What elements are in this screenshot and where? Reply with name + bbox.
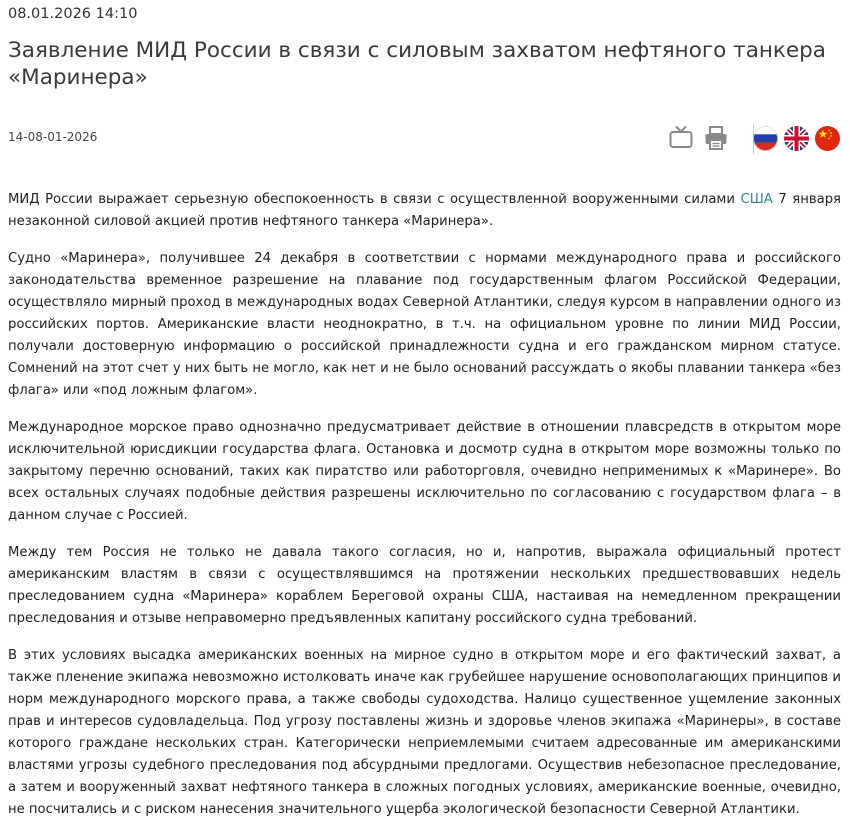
ru-flag-icon[interactable] [753, 126, 778, 151]
tv-icon[interactable] [668, 125, 694, 151]
article-paragraph: Между тем Россия не только не давала такого согласия, но и, напротив, выражала официальный протест американским властям в связи с осуществлявшимся на протяжении нескольких предшествовавших недель преследованием судна «Маринера» кораблем Береговой охраны США, настаивая на немедленном прекращении преследования и отзыве неправомерно предъявленных капитану российского судна требований. [8, 545, 841, 626]
usa-link[interactable]: США [740, 192, 773, 207]
document-number: 14-08-01-2026 [8, 130, 98, 144]
cn-flag-icon[interactable] [815, 126, 840, 151]
publish-datetime: 08.01.2026 14:10 [8, 6, 138, 22]
article-paragraph [8, 189, 841, 233]
print-icon[interactable] [703, 125, 729, 151]
article-body [8, 189, 841, 836]
article-toolbar [668, 124, 846, 154]
article-paragraph: Судно «Маринера», получившее 24 декабря в соответствии с нормами международного права и российского законодательства временное разрешение на плавание под государственным флагом Российской Федерации, осуществляло мирный проход в международных водах Северной Атлантики, следуя курсом в направлении одного из российских портов. Американские власти неоднократно, в т.ч. на официальном уровне по линии МИД России, получали достоверную информацию о российской принадлежности судна и его гражданском мирном статусе. Сомнений на этот счет у них быть не могло, как нет и не было оснований рассуждать о якобы плавании танкера «без флага» или «под ложным флагом». [8, 251, 841, 398]
paragraph-text: МИД России выражает серьезную обеспокоенность в связи с осуществленной вооруженными силами [8, 192, 741, 207]
article-paragraph: Международное морское право однозначно предусматривает действие в отношении плавсредств в открытом море исключительной юрисдикции государства флага. Остановка и досмотр судна в открытом море возможны только по закрытому перечню оснований, таких как пиратство или работорговля, очевидно неприменимых к «Маринере». Во всех остальных случаях подобные действия разрешены исключительно по согласованию с государством флага – в данном случае с Россией. [8, 420, 841, 523]
uk-flag-icon[interactable] [784, 126, 809, 151]
article-paragraph: В этих условиях высадка американских военных на мирное судно в открытом море и его фактический захват, а также пленение экипажа невозможно истолковать иначе как грубейшее нарушение основополагающих принципов и норм международного морского права, а также свободы судоходства. Налицо существенное ущемление законных прав и интересов судовладельца. Под угрозу поставлены жизнь и здоровье членов экипажа «Маринеры», в составе которого граждане нескольких стран. Категорически неприемлемыми считаем адресованные им американскими властями угрозы судебного преследования под абсурдными предлогами. Осуществив небезопасное преследование, а затем и вооруженный захват нефтяного танкера в сложных погодных условиях, американские военные, очевидно, не посчитались и с риском нанесения значительного ущерба экологической безопасности Северной Атлантики. [8, 648, 841, 817]
page-title: Заявление МИД России в связи с силовым захватом нефтяного танкера «Маринера» [8, 38, 826, 90]
paragraph-text: 7 января незаконной силовой акцией против нефтяного танкера «Маринера». [8, 192, 841, 229]
